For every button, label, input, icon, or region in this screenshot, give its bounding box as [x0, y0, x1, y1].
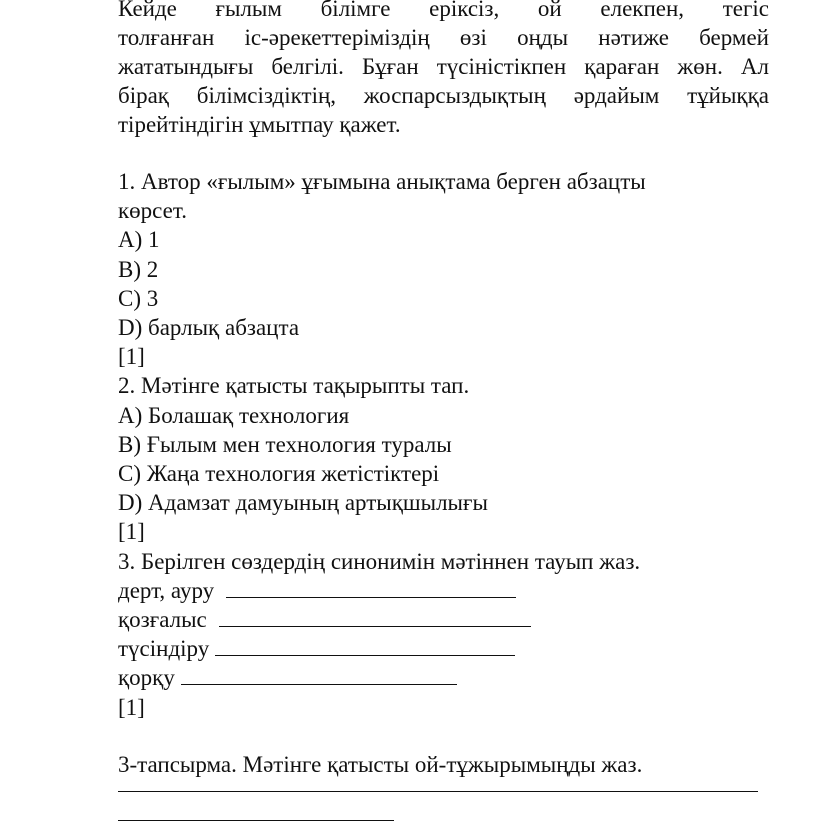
- question-2-option-c: C) Жаңа технология жетістіктері: [118, 461, 440, 487]
- synonym-row: [118, 663, 769, 692]
- intro-line: бірақ білімсіздіктің, жоспарсыздықтың әрдайым тұйыққа: [118, 83, 769, 108]
- synonym-row: [118, 605, 769, 634]
- question-2-option-d: D) Адамзат дамуының артықшылығы: [118, 490, 488, 516]
- question-1-option-c: C) 3: [118, 285, 159, 311]
- task-3: [118, 750, 769, 821]
- question-3-text: 3. Берілген сөздердің синонимін мәтіннен тауып жаз.: [118, 548, 641, 574]
- synonym-word: қозғалыс: [118, 607, 207, 633]
- intro-paragraph: [118, 0, 769, 139]
- intro-line: тірейтіндігін ұмытпау қажет.: [118, 112, 401, 137]
- question-2-option-a: A) Болашақ технология: [118, 402, 350, 428]
- question-1-option-d: D) барлық абзацта: [118, 315, 300, 341]
- question-1-text: 1. Автор «ғылым» ұғымына анықтама берген абзацты: [118, 169, 646, 194]
- answer-blank[interactable]: [181, 664, 457, 685]
- synonym-word: дерт, ауру: [118, 577, 215, 603]
- question-2-text: 2. Мәтінге қатысты тақырыпты тап.: [118, 373, 470, 399]
- question-3: [118, 547, 769, 722]
- question-1-text-cont: көрсет.: [118, 198, 187, 224]
- question-3-score: [1]: [118, 694, 145, 720]
- question-1-score: [1]: [118, 344, 145, 370]
- intro-line: толғанған іс-әрекеттеріміздің өзі оңды нәтиже бермей: [118, 25, 769, 50]
- document-page: [118, 0, 769, 821]
- synonym-row: [118, 634, 769, 663]
- question-2-option-b: B) Ғылым мен технология туралы: [118, 431, 452, 457]
- answer-line[interactable]: [118, 791, 758, 792]
- task-3-title: 3-тапсырма. Мәтінге қатысты ой-тұжырымыңды жаз.: [118, 751, 643, 777]
- question-1-option-b: B) 2: [118, 256, 159, 282]
- intro-line: Кейде ғылым білімге еріксіз, ой елекпен, тегіс: [118, 0, 769, 21]
- answer-blank[interactable]: [215, 635, 515, 656]
- question-1-option-a: A) 1: [118, 227, 160, 253]
- answer-line[interactable]: [118, 820, 394, 821]
- question-2: [118, 371, 769, 546]
- synonym-row: [118, 576, 769, 605]
- synonym-word: түсіндіру: [118, 636, 210, 662]
- answer-blank[interactable]: [219, 606, 531, 627]
- question-1: [118, 167, 769, 371]
- question-2-score: [1]: [118, 519, 145, 545]
- answer-blank[interactable]: [226, 577, 516, 598]
- synonym-word: қорқу: [118, 665, 175, 691]
- intro-line: жататындығы белгілі. Бұған түсіністікпен қараған жөн. Ал: [118, 54, 769, 79]
